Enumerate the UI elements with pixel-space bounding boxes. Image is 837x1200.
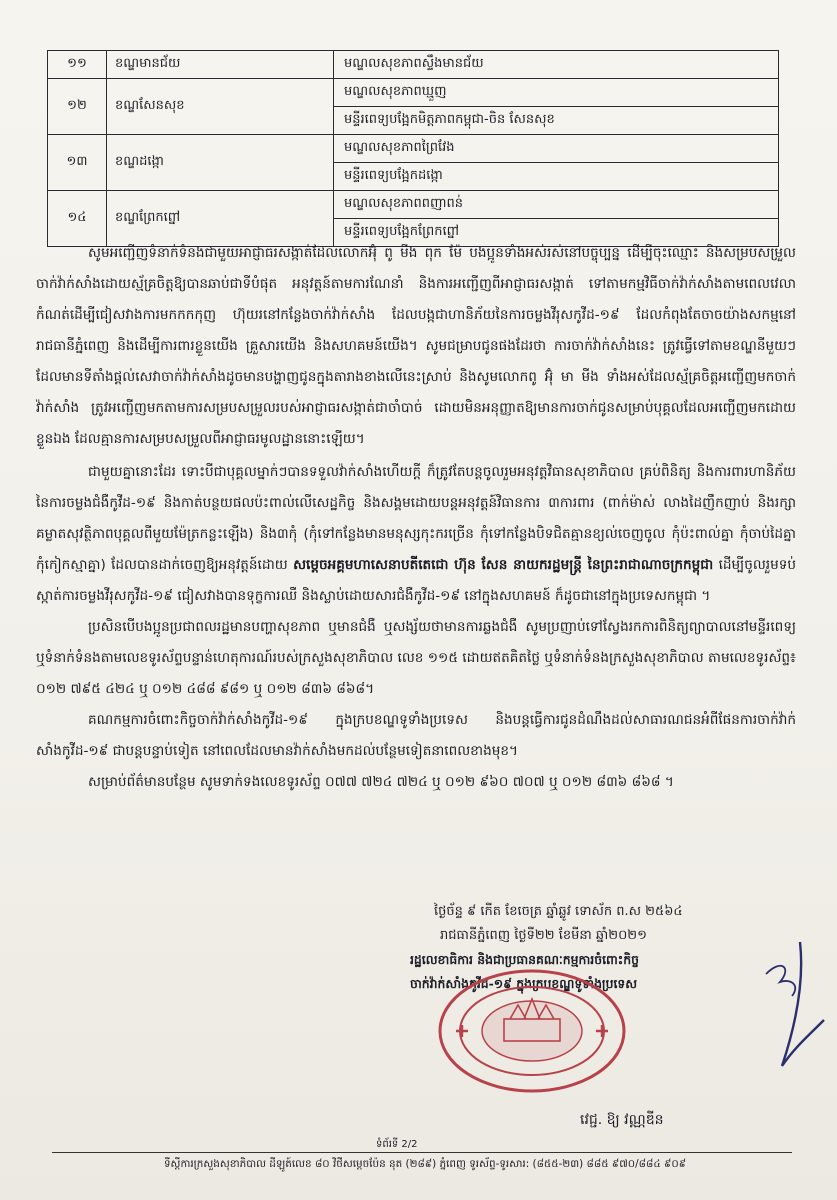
district-name: ខណ្ឌដង្កោ bbox=[107, 135, 334, 191]
signer-title-line2: ចាក់វ៉ាក់សាំងកូវីដ-១៩ ក្នុងក្របខណ្ឌទូទាំងប្រទេស bbox=[410, 976, 638, 991]
prime-minister-title: សម្តេចអគ្គមហាសេនាបតីតេជោ ហ៊ុន សែន នាយករដ្ឋមន្ត្រី នៃព្រះរាជាណាចក្រកម្ពុជា bbox=[293, 557, 714, 573]
paragraph-text: ដើម្បីចូលរួមទប់ស្កាត់ការចម្លងវីរុសកូវីដ-១៩ ជៀសវាងបានទុក្ខការឈឺ និងស្លាប់ដោយសារជំងឺកូវីដ-១៩ នៅក្នុងសហគមន៍ ក៏ដូចជានៅក្នុងប្រទេសកម្ពុជា ។ bbox=[36, 557, 796, 604]
footer-divider bbox=[52, 1152, 792, 1153]
table-row bbox=[48, 79, 779, 107]
district-name: ខណ្ឌសែនសុខ bbox=[107, 79, 334, 135]
signer-title-line1: រដ្ឋលេខាធិការ និងជាប្រធានគណៈកម្មការចំពោះកិច្ច bbox=[410, 952, 639, 967]
solar-date: រាជធានីភ្នំពេញ ថ្ងៃទី២២ ខែមីនា ឆ្នាំ២០២១ bbox=[440, 928, 647, 943]
paragraph-hotline: ប្រសិនបើបងប្អូនប្រជាពលរដ្ឋមានបញ្ហាសុខភាព ឬមានជំងឺ ឬសង្ស័យថាមានការឆ្លងជំងឺ សូមប្រញាប់ទៅស្វែងរកការពិនិត្យព្យាបាលនៅមន្ទីរពេទ្យ ឬទំនាក់ទំនងតាមលេខទូរស័ព្ទបន្ទាន់ហេតុការណ៍របស់ក្រសួងសុខាភិបាល លេខ ១១៥ ដោយឥតគិតថ្លៃ ឬទំនាក់ទំនងក្រសួងសុខាភិបាល តាមលេខទូរស័ព្ទ៖ ០១២ ៧៩៥ ៤២៤ ឬ ០១២ ៤៨៨ ៩៨១ ឬ ០១២ ៨៣៦ ៨៦៨។ bbox=[36, 619, 796, 697]
row-number: ១៣ bbox=[48, 135, 107, 191]
signer-name: វេជ្ជ. ឱ្យ វណ្ណឌីន bbox=[580, 1112, 664, 1128]
paragraph-text: ជាមួយគ្នានោះដែរ ទោះបីជាបុគ្គលម្នាក់ៗបានទទួលវ៉ាក់សាំងហើយក្តី ក៏ត្រូវតែបន្តចូលរួមអនុវត្តវិធានសុខាភិបាល គ្រប់ពិនិត្យ និងការពារហានិភ័យនៃការចម្លងជំងឺកូវីដ-១៩ និងកាត់បន្ថយផលប៉ះពាល់លើសេដ្ឋកិច្ច និងសង្គមដោយបន្តអនុវត្តន៍វិធានការ ៣ការពារ (ពាក់ម៉ាស់ លាងដៃញឹកញាប់ និងរក្សាគម្លាតសុវត្ថិភាពបុគ្គលពីមួយម៉ែត្រកន្លះឡើង) និង៣កុំ (កុំទៅកន្លែងមានមនុស្សកុះករច្រើន កុំទៅកន្លែងបិទជិតគ្មានខ្យល់ចេញចូល កុំប៉ះពាល់គ្នា កុំចាប់ដៃគ្នា កុំកៀកស្មាគ្នា) ដែលបានដាក់ចេញឱ្យអនុវត្តន៍ដោយ bbox=[36, 464, 796, 573]
site-name: មណ្ឌលសុខភាពឃ្មួញ bbox=[334, 79, 779, 107]
district-name: ខណ្ឌមានជ័យ bbox=[107, 51, 334, 79]
row-number: ១៤ bbox=[48, 191, 107, 247]
paragraph-prevention-measures bbox=[36, 457, 796, 612]
table-row bbox=[48, 51, 779, 79]
row-number: ១១ bbox=[48, 51, 107, 79]
paragraph-registration: សូមអញ្ជើញទំនាក់ទំនងជាមួយអាជ្ញាធរសង្កាត់ដែលលោកអ៊ុំ ពូ មីង ពុក ម៉ែ បងប្អូនទាំងអស់រស់នៅបច្ចុប្បន្ន ដើម្បីចុះឈ្មោះ និងសម្របសម្រួលចាក់វ៉ាក់សាំងដោយស្ម័គ្រចិត្តឱ្យបានឆាប់ជាទីបំផុត អនុវត្តន៍តាមការណែនាំ និងការអញ្ជើញពីអាជ្ញាធរសង្កាត់ ទៅតាមកម្មវិធីចាក់វ៉ាក់សាំងតាមពេលវេលាកំណត់ដើម្បីជៀសវាងការមកកកកុញ ហ៊ុយរនៅកន្លែងចាក់វ៉ាក់សាំង ដែលបង្កជាហានិភ័យនៃការចម្លងវីរុសកូវីដ-១៩ ដែលកំពុងតែចាចយ៉ាងសកម្មនៅរាជធានីភ្នំពេញ និងដើម្បីការពារខ្លួនយើង គ្រួសារយើង និងសហគមន៍យើង។ សូមជម្រាបជូនផងដែរថា ការចាក់វ៉ាក់សាំងនេះ ត្រូវធ្វើទៅតាមខណ្ឌនីមួយៗ ដែលមានទីតាំងផ្តល់សេវាចាក់វ៉ាក់សាំងដូចមានបង្ហាញជូនក្នុងតារាងខាងលើនេះស្រាប់ និងសូមលោកពូ អ៊ុំ មា មីង ទាំងអស់ដែលស្ម័គ្រចិត្តអញ្ជើញមកចាក់វ៉ាក់សាំង ត្រូវអញ្ជើញមកតាមការសម្របសម្រួលរបស់អាជ្ញាធរសង្កាត់ជាចាំបាច់ ដោយមិនអនុញ្ញាតឱ្យមានការចាក់ជូនសម្រាប់បុគ្គលដែលអញ្ជើញមកដោយខ្លួនឯង ដែលគ្មានការសម្របសម្រួលពីអាជ្ញាធរមូលដ្ឋាននោះឡើយ។ bbox=[36, 245, 796, 447]
announcement-body bbox=[36, 238, 796, 798]
row-number: ១២ bbox=[48, 79, 107, 135]
site-name: មណ្ឌលសុខភាពព្រៃវែង bbox=[334, 135, 779, 163]
table-row bbox=[48, 191, 779, 219]
paragraph-committee-notice: គណកម្មការចំពោះកិច្ចចាក់វ៉ាក់សាំងកូវីដ-១៩ ក្នុងក្របខណ្ឌទូទាំងប្រទេស និងបន្តធ្វើការជូនដំណឹងដល់សាធារណជនអំពីផែនការចាក់វ៉ាក់សាំងកូវីដ-១៩ ជាបន្តបន្ទាប់ទៀត នៅពេលដែលមានវ៉ាក់សាំងមកដល់បន្ថែមទៀតនាពេលខាងមុខ។ bbox=[36, 712, 796, 759]
handwritten-signature-icon bbox=[752, 938, 832, 1078]
site-name: មណ្ឌលសុខភាពស្ទឹងមានជ័យ bbox=[334, 51, 779, 79]
paragraph-contact-info: សម្រាប់ព័ត៌មានបន្ថែម សូមទាក់ទងលេខទូរស័ព្ទ ០៧៧ ៧២៤ ៧២៤ ឬ ០១២ ៩៦០ ៧០៧ ឬ ០១២ ៨៣៦ ៨៦៨ ។ bbox=[88, 774, 674, 790]
table-row bbox=[48, 135, 779, 163]
official-seal-icon bbox=[432, 965, 632, 1093]
vaccination-sites-table bbox=[47, 50, 779, 247]
district-name: ខណ្ឌព្រែកព្នៅ bbox=[107, 191, 334, 247]
site-name: មន្ទីរពេទ្យបង្អែកដង្កោ bbox=[334, 163, 779, 191]
lunar-date: ថ្ងៃច័ន្ទ ៩ កើត ខែចេត្រ ឆ្នាំឆ្លូវ ទោស័ក ព.ស ២៥៦៤ bbox=[434, 904, 683, 919]
site-name: មន្ទីរពេទ្យបង្អែកមិត្តភាពកម្ពុជា-ចិន សែនសុខ bbox=[334, 107, 779, 135]
site-name: មណ្ឌលសុខភាពពញាពន់ bbox=[334, 191, 779, 219]
footer-address: ទីស្តីការក្រសួងសុខាភិបាល ដីឡូត៍លេខ ៨០ វិថីសម្ដេចប៉ែន នុត (២៨៩) ភ្នំពេញ ទូរស័ព្ទ-ទូរសារ: (៨៥៥-២៣) ៨៨៥ ៩៧០/៨៨៤ ៩០៩ bbox=[163, 1158, 687, 1170]
page-number: ទំព័រទី 2/2 bbox=[376, 1139, 418, 1150]
site-name: មន្ទីរពេទ្យបង្អែកព្រែកព្នៅ bbox=[334, 219, 779, 247]
